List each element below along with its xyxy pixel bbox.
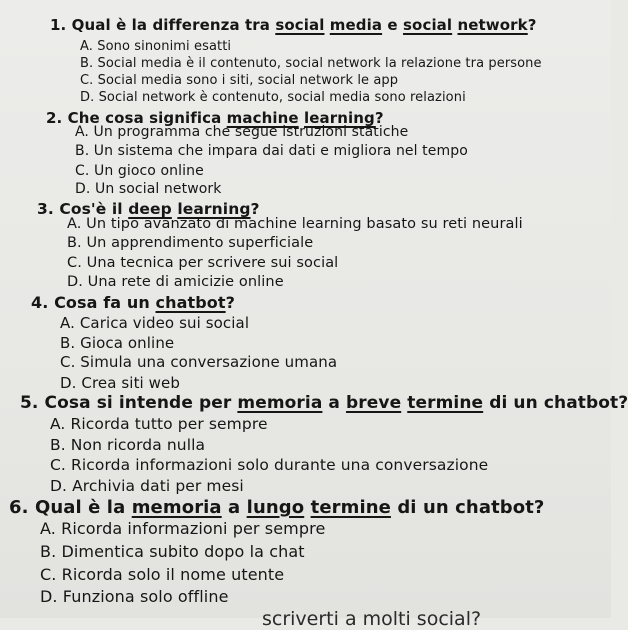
cut-off-text: scriverti a molti social?	[262, 608, 482, 630]
option-3d: D. Una rete di amicizie online	[67, 274, 284, 290]
option-6d: D. Funziona solo offline	[40, 587, 229, 606]
option-2c: C. Un gioco online	[75, 163, 204, 179]
question-number: 3.	[37, 200, 54, 218]
option-5c: C. Ricorda informazioni solo durante una conversazione	[50, 456, 489, 474]
option-6c: C. Ricorda solo il nome utente	[40, 565, 285, 584]
option-1c: C. Social media sono i siti, social network le app	[80, 73, 399, 88]
question-text: Qual è la differenza tra social media e social network?	[71, 16, 537, 34]
option-3b: B. Un apprendimento superficiale	[67, 235, 314, 251]
question-number: 5.	[20, 393, 39, 413]
question-number: 1.	[50, 16, 67, 34]
question-1	[50, 16, 537, 34]
question-6	[9, 497, 544, 518]
option-3c: C. Una tecnica per scrivere sui social	[67, 255, 339, 271]
question-text: Cosa si intende per memoria a breve termine di un chatbot?	[44, 393, 628, 413]
option-6a: A. Ricorda informazioni per sempre	[40, 519, 326, 538]
cut-off-line	[0, 606, 611, 630]
option-2a: A. Un programma che segue istruzioni statiche	[75, 124, 409, 140]
question-text: Qual è la memoria a lungo termine di un chatbot?	[34, 497, 545, 518]
question-number: 2.	[46, 109, 63, 127]
option-3a: A. Un tipo avanzato di machine learning basato su reti neurali	[67, 216, 523, 232]
question-text: Che cosa significa machine learning?	[67, 109, 384, 127]
option-4b: B. Gioca online	[60, 334, 175, 352]
option-2b: B. Un sistema che impara dai dati e migliora nel tempo	[75, 143, 468, 159]
option-4c: C. Simula una conversazione umana	[60, 353, 338, 371]
question-number: 6.	[9, 497, 29, 518]
question-5	[20, 393, 628, 413]
question-text: Cosa fa un chatbot?	[54, 293, 236, 312]
question-4	[31, 293, 235, 312]
option-1b: B. Social media è il contenuto, social network la relazione tra persone	[80, 56, 542, 71]
option-5b: B. Non ricorda nulla	[50, 436, 206, 454]
option-5d: D. Archivia dati per mesi	[50, 477, 244, 495]
option-5a: A. Ricorda tutto per sempre	[50, 415, 268, 433]
option-1d: D. Social network è contenuto, social media sono relazioni	[80, 90, 466, 105]
option-6b: B. Dimentica subito dopo la chat	[40, 542, 305, 561]
option-1a: A. Sono sinonimi esatti	[80, 39, 232, 54]
option-2d: D. Un social network	[75, 181, 222, 197]
question-number: 4.	[31, 293, 49, 312]
option-4a: A. Carica video sui social	[60, 314, 250, 332]
question-text: Cos'è il deep learning?	[59, 200, 260, 218]
option-4d: D. Crea siti web	[60, 374, 181, 392]
